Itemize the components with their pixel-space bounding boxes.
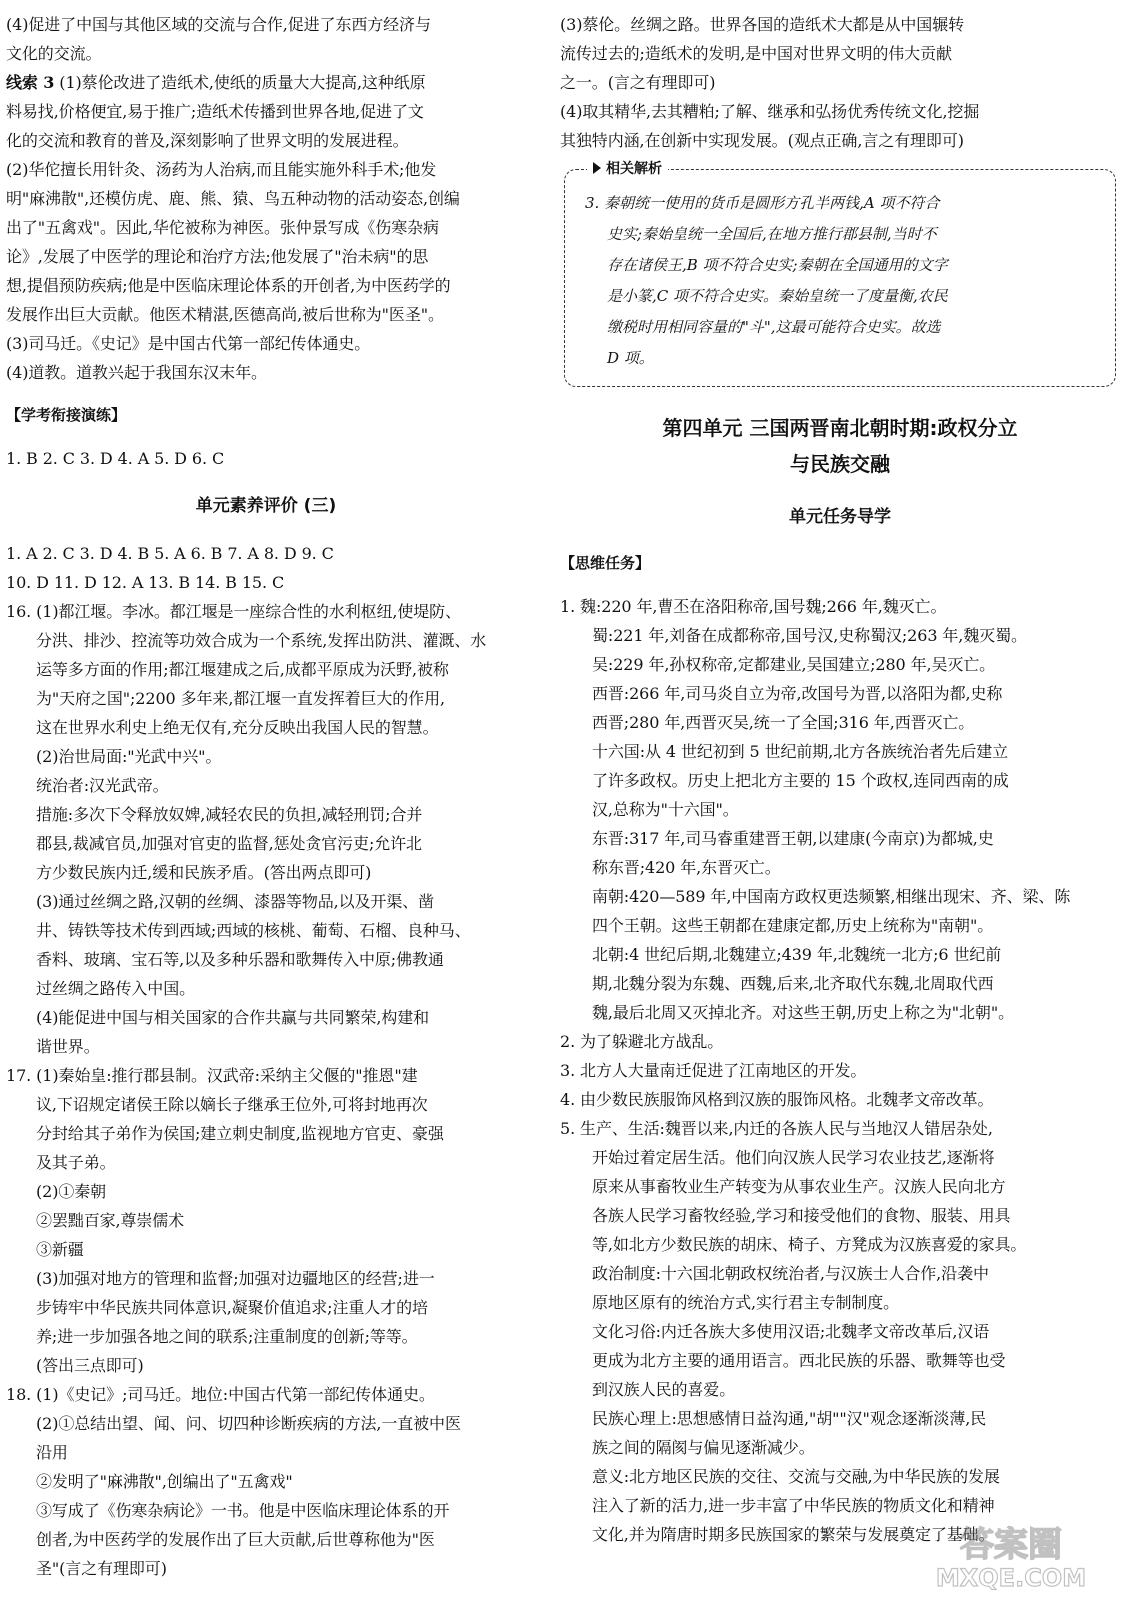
practice-answers: 1. B 2. C 3. D 4. A 5. D 6. C — [6, 449, 225, 468]
task-line: 等,如北方少数民族的胡床、椅子、方凳成为汉族喜爱的家具。 — [592, 1235, 1027, 1254]
q18-line: ③写成了《伤寒杂病论》一书。他是中医临床理论体系的开 — [36, 1501, 450, 1520]
task-line: 文化习俗:内迁各族大多使用汉语;北魏孝文帝改革后,汉语 — [592, 1322, 990, 1341]
analysis-box — [564, 161, 1116, 387]
analysis-line: D 项。 — [607, 349, 654, 367]
q16-line: (4)能促进中国与相关国家的合作共赢与共同繁荣,构建和 — [36, 1008, 430, 1027]
text-line: 化的交流和教育的普及,深刻影响了世界文明的发展进程。 — [6, 131, 409, 150]
task-line: 西晋:266 年,司马炎自立为帝,改国号为晋,以洛阳为都,史称 — [592, 684, 1003, 703]
text-line: (4)取其精华,去其糟粕;了解、继承和弘扬优秀传统文化,挖掘 — [560, 102, 980, 121]
guide-title: 单元任务导学 — [789, 507, 891, 527]
clue-3-label: 线索 3 — [6, 73, 55, 92]
q16-line: 措施:多次下令释放奴婢,减轻农民的负担,减轻刑罚;合并 — [36, 805, 423, 824]
text-line: (4)道教。道教兴起于我国东汉末年。 — [6, 363, 267, 382]
text-line: 流传过去的;造纸术的发明,是中国对世界文明的伟大贡献 — [560, 44, 952, 63]
task-line: 四个王朝。这些王朝都在建康定都,历史上统称为"南朝"。 — [592, 916, 994, 935]
q16-line: 16. (1)都江堰。李冰。都江堰是一座综合性的水利枢纽,使堤防、 — [6, 602, 461, 621]
task-line: 称东晋;420 年,东晋灭亡。 — [592, 858, 781, 877]
text-line: 之一。(言之有理即可) — [560, 73, 716, 92]
task-line: 5. 生产、生活:魏晋以来,内迁的各族人民与当地汉人错居杂处, — [560, 1119, 993, 1138]
unit-subtitle: 与民族交融 — [790, 452, 890, 476]
text-line: 出了"五禽戏"。因此,华佗被称为神医。张仲景写成《伤寒杂病 — [6, 218, 439, 237]
q18-line: 18. (1)《史记》;司马迁。地位:中国古代第一部纪传体通史。 — [6, 1385, 435, 1404]
text-line: 明"麻沸散",还模仿虎、鹿、熊、猿、鸟五种动物的活动姿态,创编 — [6, 189, 460, 208]
q17-line: 议,下诏规定诸侯王除以嫡长子继承王位外,可将封地再次 — [36, 1095, 428, 1114]
q17-line: 步铸牢中华民族共同体意识,凝聚价值追求;注重人才的培 — [36, 1298, 428, 1317]
watermark-bottom-text: MXQE.COM — [935, 1564, 1087, 1592]
thinking-heading: 【思维任务】 — [560, 554, 651, 572]
q16-line: 为"天府之国";2200 多年来,都江堰一直发挥着巨大的作用, — [36, 689, 445, 708]
text-line: 论》,发展了中医学的理论和治疗方法;他发展了"治未病"的思 — [6, 247, 429, 266]
analysis-line: 史实;秦始皇统一全国后,在地方推行郡县制,当时不 — [607, 225, 937, 243]
task-line: 西晋;280 年,西晋灭吴,统一了全国;316 年,西晋灭亡。 — [592, 713, 975, 732]
q17-line: 分封给其子弟作为侯国;建立刺史制度,监视地方官吏、豪强 — [36, 1124, 444, 1143]
q18-line: 沿用 — [36, 1443, 68, 1462]
q16-line: 分洪、排沙、控流等功效合成为一个系统,发挥出防洪、灌溉、水 — [36, 631, 487, 650]
text-line: 文化的交流。 — [6, 44, 102, 63]
q18-line: (2)①总结出望、闻、问、切四种诊断疾病的方法,一直被中医 — [36, 1414, 461, 1433]
q17-line: 养;进一步加强各地之间的联系;注重制度的创新;等等。 — [36, 1327, 418, 1346]
q18-line: 创者,为中医药学的发展作出了巨大贡献,后世尊称他为"医 — [36, 1530, 435, 1549]
q16-line: 统治者:汉光武帝。 — [36, 776, 169, 795]
task-line: 3. 北方人大量南迁促进了江南地区的开发。 — [560, 1061, 867, 1080]
q17-line: ③新疆 — [36, 1240, 84, 1259]
task-line: 文化,并为隋唐时期多民族国家的繁荣与发展奠定了基础。 — [592, 1525, 995, 1544]
analysis-line: 缴税时用相同容量的"斗",这最可能符合史实。故选 — [607, 318, 941, 336]
q16-line: 谐世界。 — [36, 1037, 100, 1056]
task-line: 北朝:4 世纪后期,北魏建立;439 年,北魏统一北方;6 世纪前 — [592, 945, 1002, 964]
task-line: 更成为北方主要的通用语言。西北民族的乐器、歌舞等也受 — [592, 1351, 1006, 1370]
q16-line: 这在世界水利史上绝无仅有,充分反映出我国人民的智慧。 — [36, 718, 439, 737]
eval-answers-1: 1. A 2. C 3. D 4. B 5. A 6. B 7. A 8. D 9. C — [6, 544, 334, 563]
task-line: 民族心理上:思想感情日益沟通,"胡""汉"观念逐渐淡薄,民 — [592, 1409, 987, 1428]
task-line: 1. 魏:220 年,曹丕在洛阳称帝,国号魏;266 年,魏灭亡。 — [560, 597, 947, 616]
q16-line: (3)通过丝绸之路,汉朝的丝绸、漆器等物品,以及开渠、凿 — [36, 892, 435, 911]
left-column — [6, 10, 526, 1583]
q18-line: 圣"(言之有理即可) — [36, 1559, 167, 1578]
task-line: 2. 为了躲避北方战乱。 — [560, 1032, 724, 1051]
q17-line: 及其子弟。 — [36, 1153, 116, 1172]
q18-line: ②发明了"麻沸散",创编出了"五禽戏" — [36, 1472, 293, 1491]
task-line: 蜀:221 年,刘备在成都称帝,国号汉,史称蜀汉;263 年,魏灭蜀。 — [592, 626, 1027, 645]
task-line: 东晋:317 年,司马睿重建晋王朝,以建康(今南京)为都城,史 — [592, 829, 994, 848]
q16-line: 郡县,裁减官员,加强对官吏的监督,惩处贪官污吏;允许北 — [36, 834, 422, 853]
q16-line: 过丝绸之路传入中国。 — [36, 979, 196, 998]
task-line: 吴:229 年,孙权称帝,定都建业,吴国建立;280 年,吴灭亡。 — [592, 655, 996, 674]
task-line: 期,北魏分裂为东魏、西魏,后来,北齐取代东魏,北周取代西 — [592, 974, 994, 993]
task-line: 意义:北方地区民族的交往、交流与交融,为中华民族的发展 — [592, 1467, 1000, 1486]
q16-line: 香料、玻璃、宝石等,以及多种乐器和歌舞传入中原;佛教通 — [36, 950, 444, 969]
watermark-logo — [911, 1514, 1111, 1594]
task-line: 魏,最后北周又灭掉北齐。对这些王朝,历史上称之为"北朝"。 — [592, 1003, 1014, 1022]
task-line: 原来从事畜牧业生产转变为从事农业生产。汉族人民向北方 — [592, 1177, 1006, 1196]
q17-line: (答出三点即可) — [36, 1356, 144, 1375]
eval-title: 单元素养评价 (三) — [195, 496, 337, 516]
practice-heading: 【学考衔接演练】 — [6, 406, 127, 424]
q17-line: (2)①秦朝 — [36, 1182, 107, 1201]
task-line: 了许多政权。历史上把北方主要的 15 个政权,连同西南的成 — [592, 771, 1009, 790]
task-line: 原地区原有的统治方式,实行君主专制制度。 — [592, 1293, 900, 1312]
analysis-line: 3. 秦朝统一使用的货币是圆形方孔半两钱,A 项不符合 — [585, 194, 940, 212]
text-line: (3)司马迁。《史记》是中国古代第一部纪传体通史。 — [6, 334, 371, 353]
task-line: 各族人民学习畜牧经验,学习和接受他们的食物、服装、用具 — [592, 1206, 1011, 1225]
clue-3-text: (1)蔡伦改进了造纸术,使纸的质量大大提高,这种纸原 — [54, 73, 426, 92]
q16-line: 井、铸铁等技术传到西域;西域的核桃、葡萄、石榴、良种马、 — [36, 921, 471, 940]
q17-line: 17. (1)秦始皇:推行郡县制。汉武帝:采纳主父偃的"推恩"建 — [6, 1066, 418, 1085]
analysis-line: 存在诸侯王,B 项不符合史实;秦朝在全国通用的文字 — [607, 256, 948, 274]
right-column — [560, 10, 1120, 1549]
q16-line: 方少数民族内迁,缓和民族矛盾。(答出两点即可) — [36, 863, 372, 882]
q17-line: ②罢黜百家,尊崇儒术 — [36, 1211, 185, 1230]
text-line: 发展作出巨大贡献。他医术精湛,医德高尚,被后世称为"医圣"。 — [6, 305, 444, 324]
task-line: 4. 由少数民族服饰风格到汉族的服饰风格。北魏孝文帝改革。 — [560, 1090, 994, 1109]
q17-line: (3)加强对地方的管理和监督;加强对边疆地区的经营;进一 — [36, 1269, 435, 1288]
task-line: 汉,总称为"十六国"。 — [592, 800, 739, 819]
analysis-line: 是小篆,C 项不符合史实。秦始皇统一了度量衡,农民 — [607, 287, 948, 305]
task-line: 族之间的隔阂与偏见逐渐减少。 — [592, 1438, 815, 1457]
task-line: 注入了新的活力,进一步丰富了中华民族的物质文化和精神 — [592, 1496, 995, 1515]
eval-answers-2: 10. D 11. D 12. A 13. B 14. B 15. C — [6, 573, 285, 592]
analysis-label: 相关解析 — [587, 158, 668, 180]
text-line: 其独特内涵,在创新中实现发展。(观点正确,言之有理即可) — [560, 131, 964, 150]
text-line: (2)华佗擅长用针灸、汤药为人治病,而且能实施外科手术;他发 — [6, 160, 437, 179]
clue-3-line — [6, 68, 526, 97]
task-line: 十六国:从 4 世纪初到 5 世纪前期,北方各族统治者先后建立 — [592, 742, 1009, 761]
task-line: 南朝:420—589 年,中国南方政权更迭频繁,相继出现宋、齐、梁、陈 — [592, 887, 1071, 906]
q16-line: 运等多方面的作用;都江堰建成之后,成都平原成为沃野,被称 — [36, 660, 449, 679]
task-line: 到汉族人民的喜爱。 — [592, 1380, 736, 1399]
text-line: (3)蔡伦。丝绸之路。世界各国的造纸术大都是从中国辗转 — [560, 15, 964, 34]
text-line: 想,提倡预防疾病;他是中医临床理论体系的开创者,为中医药学的 — [6, 276, 451, 295]
watermark-top-text: 答案圈 — [960, 1525, 1062, 1565]
q16-line: (2)治世局面:"光武中兴"。 — [36, 747, 222, 766]
task-line: 开始过着定居生活。他们向汉族人民学习农业技艺,逐渐将 — [592, 1148, 995, 1167]
text-line: 料易找,价格便宜,易于推广;造纸术传播到世界各地,促进了文 — [6, 102, 424, 121]
task-line: 政治制度:十六国北朝政权统治者,与汉族士人合作,沿袭中 — [592, 1264, 989, 1283]
text-line: (4)促进了中国与其他区域的交流与合作,促进了东西方经济与 — [6, 15, 431, 34]
unit-title: 第四单元 三国两晋南北朝时期:政权分立 — [662, 416, 1018, 440]
